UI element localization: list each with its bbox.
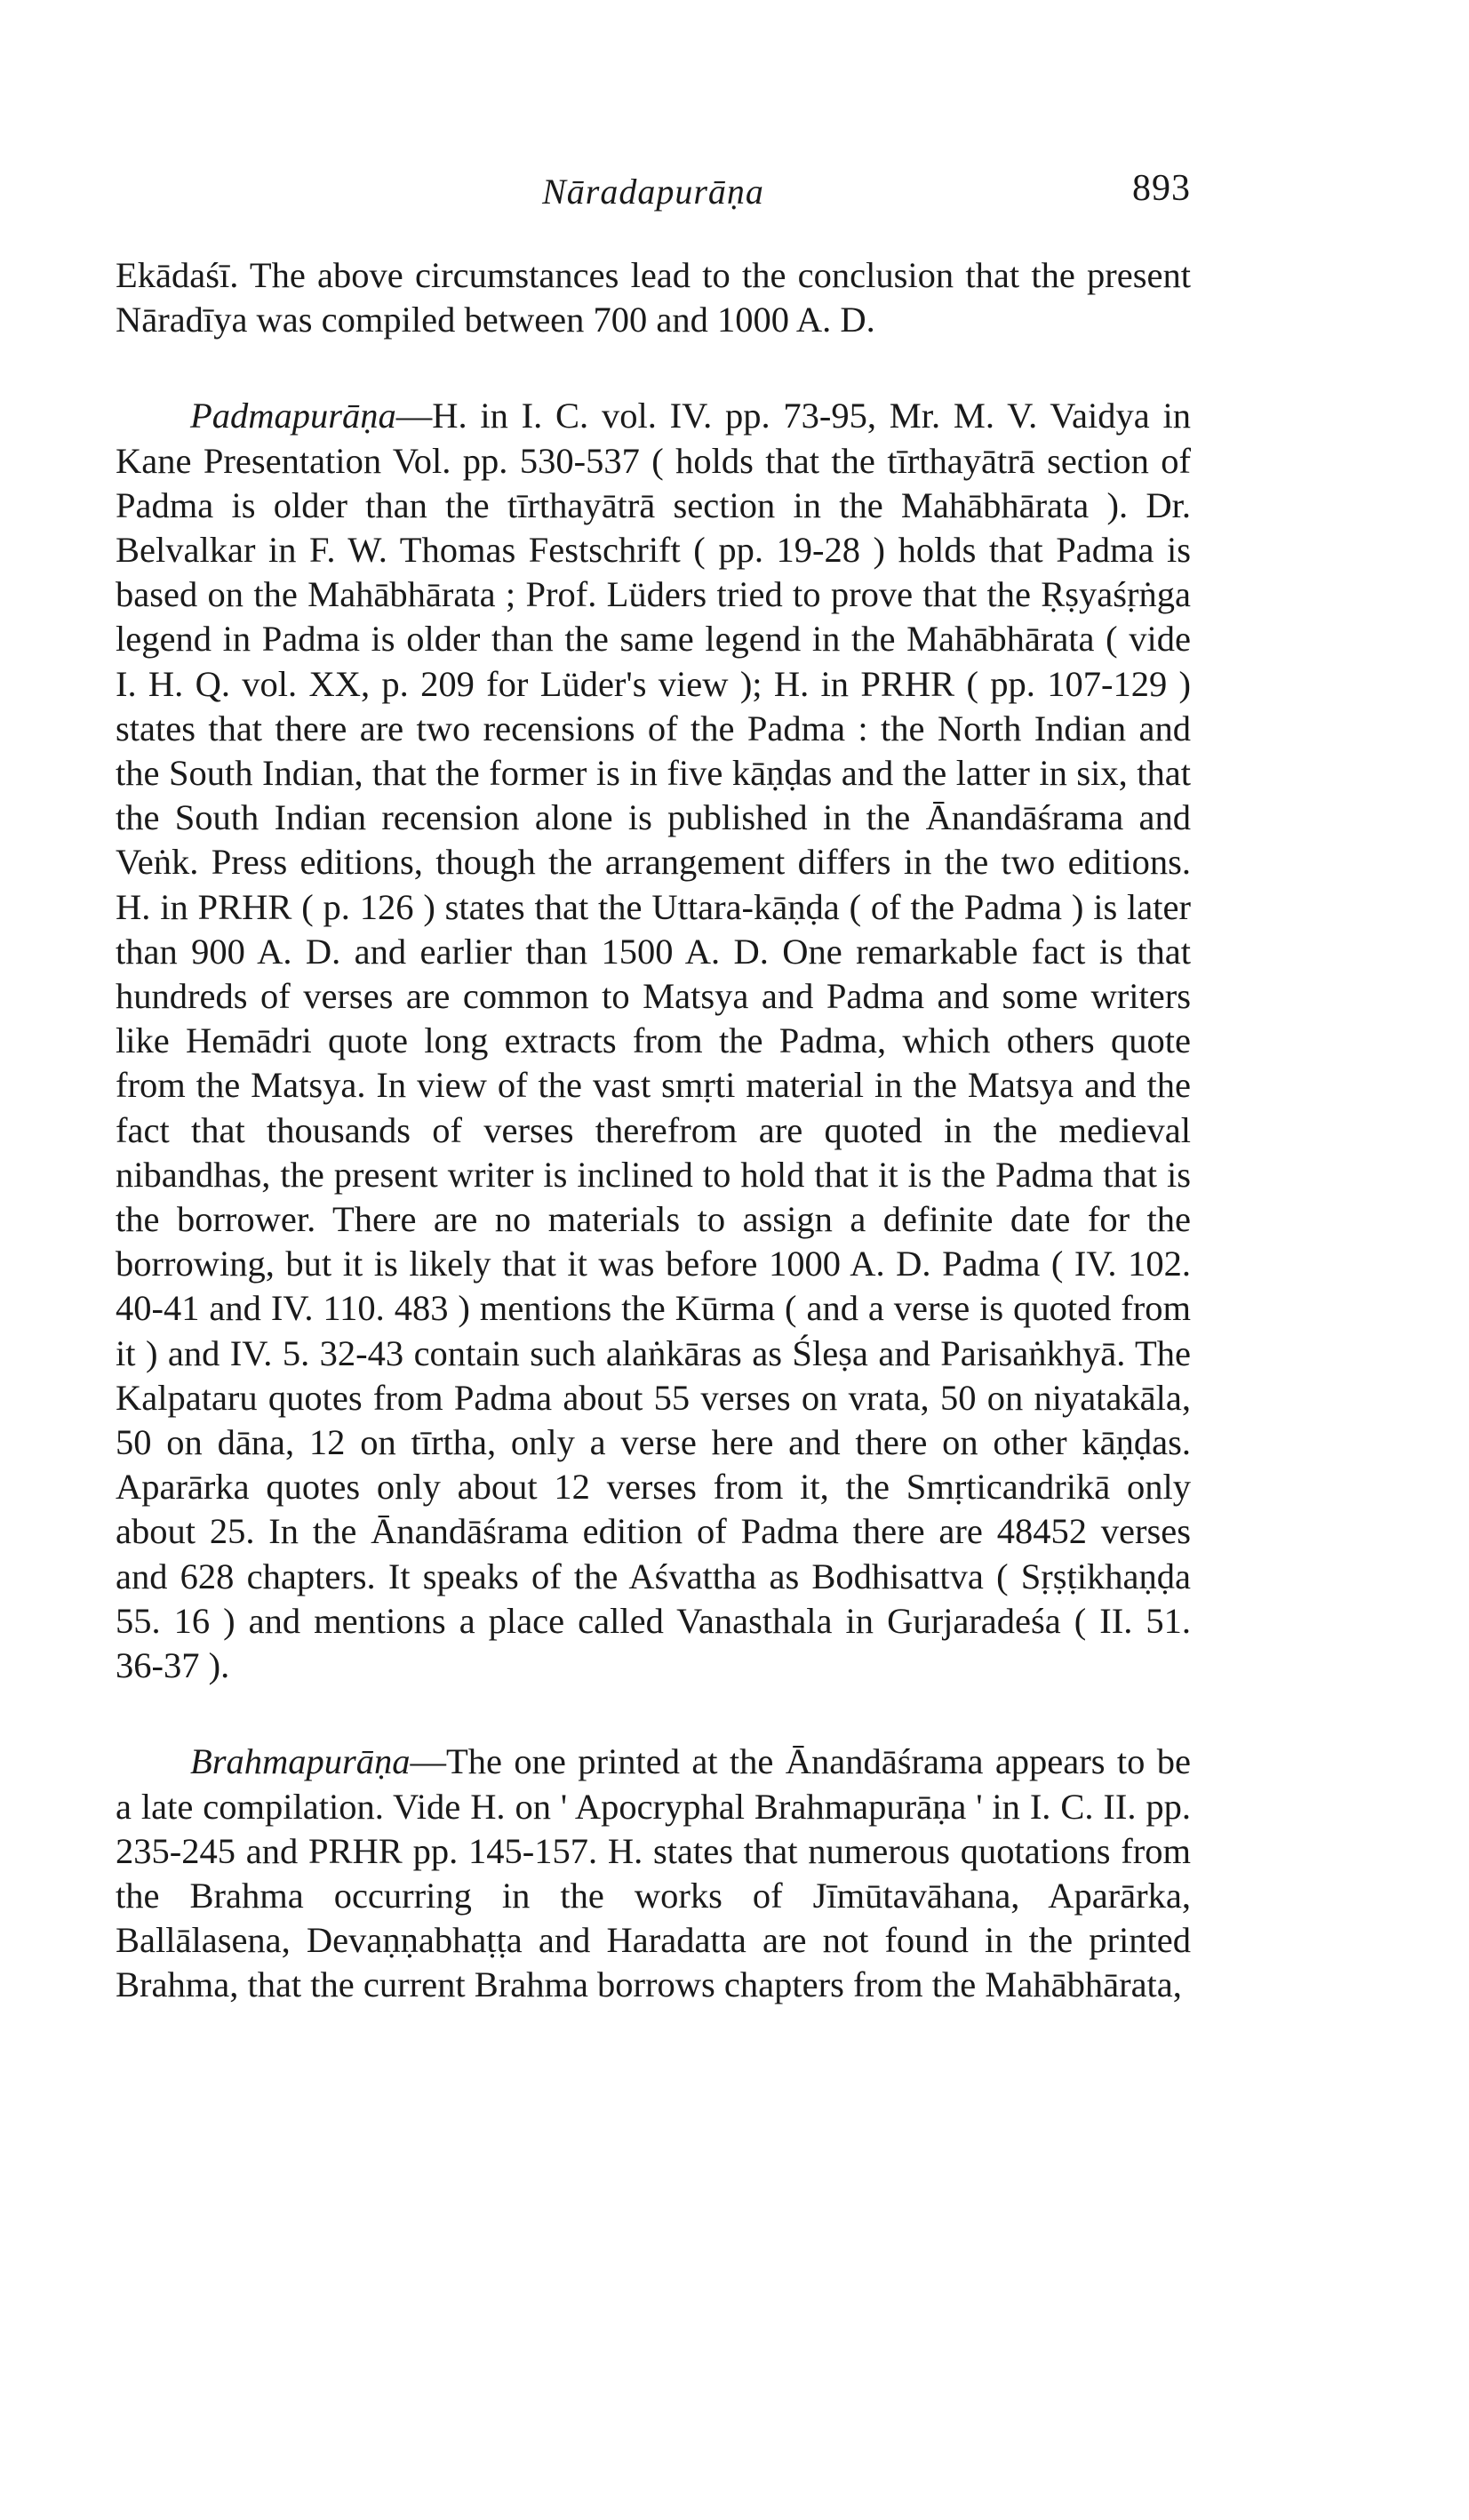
- paragraph-text: —The one printed at the Ānandāśrama appears to be a late compilation. Vide H. on ' Apocryphal Brahmapurāṇa ' in I. C. II. pp. 235-245 and PRHR pp. 145-157. H. states that numerous quotations from the Brahma occurring in the works of Jīmūtavāhana, Aparārka, Ballālasena, Devaṇṇabhaṭṭa and Haradatta are not found in the printed Brahma, that the current Brahma borrows chapters from the Mahābhārata,: [116, 1741, 1191, 2005]
- work-title-brahmapurana: Brahmapurāṇa: [190, 1741, 411, 1782]
- page-number: 893: [1132, 168, 1191, 209]
- running-head: [116, 168, 1191, 224]
- paragraph-brahmapurana: [116, 1740, 1191, 2007]
- page-body: [116, 253, 1191, 2008]
- work-title-padmapurana: Padmapurāṇa: [190, 396, 396, 436]
- paragraph-text: Ekādaśī. The above circumstances lead to the conclusion that the present Nāradīya was compiled between 700 and 1000 A. D.: [116, 255, 1191, 340]
- paragraph-text: —H. in I. C. vol. IV. pp. 73-95, Mr. M. V. Vaidya in Kane Presentation Vol. pp. 530-537 ( holds that the tīrthayātrā section of Padma is older than the tīrthayātrā section in the Mahābhārata ). Dr. Belvalkar in F. W. Thomas Festschrift ( pp. 19-28 ) holds that Padma is based on the Mahābhārata ; Prof. Lüders tried to prove that the Ṛṣyaśṛṅga legend in Padma is older than the same legend in the Mahābhārata ( vide I. H. Q. vol. XX, p. 209 for Lüder's view ); H. in PRHR ( pp. 107-129 ) states that there are two recensions of the Padma : the North Indian and the South Indian, that the former is in five kāṇḍas and the latter in six, that the South Indian recension alone is published in the Ānandāśrama and Veṅk. Press editions, though the arrangement differs in the two editions. H. in PRHR ( p. 126 ) states that the Uttara-kāṇḍa ( of the Padma ) is later than 900 A. D. and earlier than 1500 A. D. One remarkable fact is that hundreds of verses are common to Matsya and Padma and some writers like Hemādri quote long extracts from the Padma, which others quote from the Matsya. In view of the vast smṛti material in the Matsya and the fact that thousands of verses therefrom are quoted in the medieval nibandhas, the present writer is inclined to hold that it is the Padma that is the borrower. There are no materials to assign a definite date for the borrowing, but it is likely that it was before 1000 A. D. Padma ( IV. 102. 40-41 and IV. 110. 483 ) mentions the Kūrma ( and a verse is quoted from it ) and IV. 5. 32-43 contain such alaṅkāras as Śleṣa and Parisaṅkhyā. The Kalpataru quotes from Padma about 55 verses on vrata, 50 on niyatakāla, 50 on dāna, 12 on tīrtha, only a verse here and there on other kāṇḍas. Aparārka quotes only about 12 verses from it, the Smṛticandrikā only about 25. In the Ānandāśrama edition of Padma there are 48452 verses and 628 chapters. It speaks of the Aśvattha as Bodhisattva ( Sṛṣṭikhaṇḍa 55. 16 ) and mentions a place called Vanasthala in Gurjaradeśa ( II. 51. 36-37 ).: [116, 396, 1191, 1686]
- paragraph-naradiya-conclusion: [116, 253, 1191, 342]
- paragraph-padmapurana: [116, 394, 1191, 1688]
- running-title: Nāradapurāṇa: [542, 172, 764, 212]
